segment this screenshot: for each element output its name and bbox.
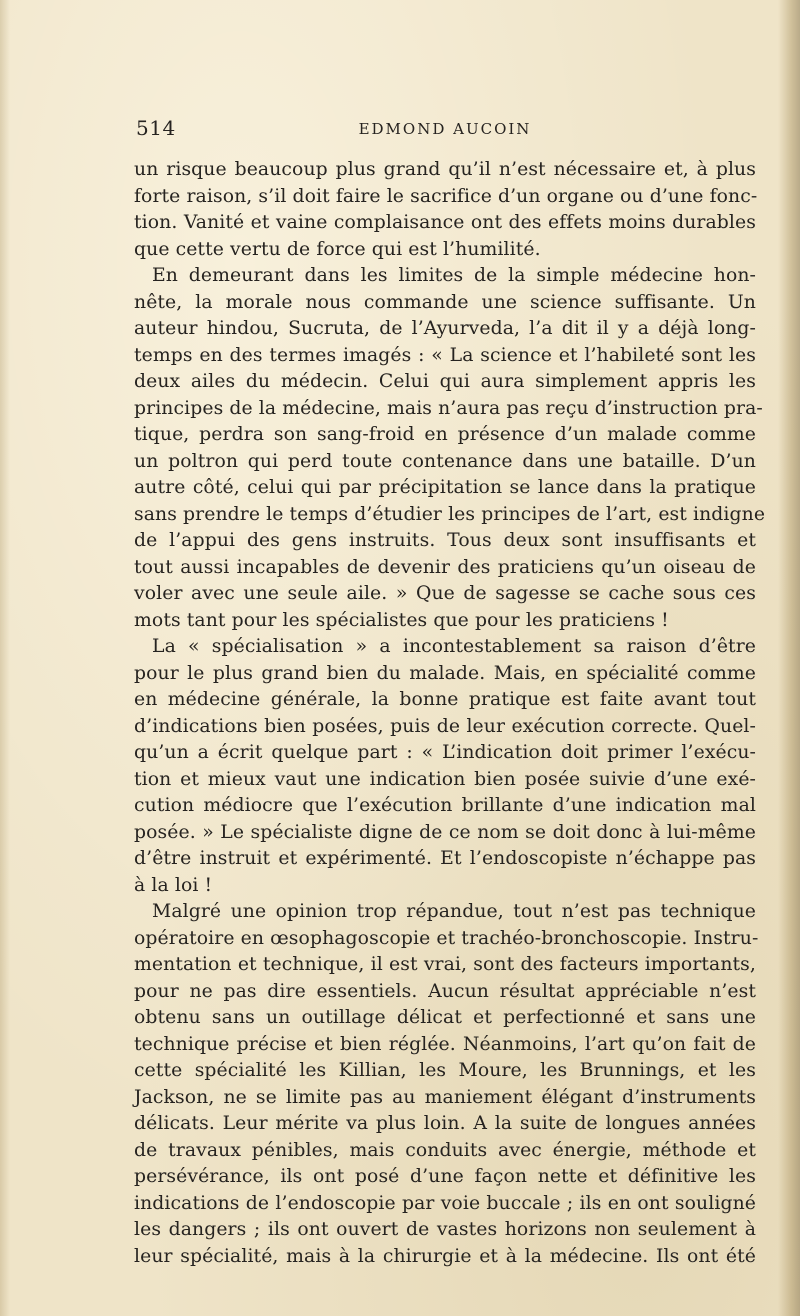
text-line: leur spécialité, mais à la chirurgie et à la médecine. Ils ont été — [134, 1245, 756, 1267]
text-line: en médecine générale, la bonne pratique est faite avant tout — [134, 689, 756, 710]
page-number: 514 — [136, 116, 176, 140]
text-line: tout aussi incapables de devenir des praticiens qu’un oiseau de — [134, 556, 756, 578]
text-line: un risque beaucoup plus grand qu’il n’est nécessaire et, à plus — [134, 159, 756, 180]
text-line: forte raison, s’il doit faire le sacrifice d’un organe ou d’une fonc- — [134, 185, 758, 207]
text-line: La « spécialisation » a incontestablement sa raison d’être — [152, 636, 756, 657]
text-line: obtenu sans un outillage délicat et perfectionné et sans une — [134, 1007, 756, 1028]
text-line: les dangers ; ils ont ouvert de vastes horizons non seulement à — [134, 1219, 756, 1240]
text-line: persévérance, ils ont posé d’une façon nette et définitive les — [134, 1166, 756, 1187]
text-line: voler avec une seule aile. » Que de sagesse se cache sous ces — [134, 583, 756, 604]
gutter-shadow — [778, 0, 800, 1316]
text-line: à la loi ! — [134, 874, 213, 896]
text-line: mots tant pour les spécialistes que pour les praticiens ! — [134, 609, 669, 631]
text-line: pour le plus grand bien du malade. Mais, en spécialité comme — [134, 662, 756, 684]
text-line: temps en des termes imagés : « La science et l’habileté sont les — [134, 344, 756, 366]
text-line: de travaux pénibles, mais conduits avec énergie, méthode et — [134, 1139, 756, 1161]
text-line: qu’un a écrit quelque part : « L’indication doit primer l’exécu- — [134, 742, 756, 763]
text-line: mentation et technique, il est vrai, sont des facteurs importants, — [134, 954, 756, 975]
body-text — [134, 157, 766, 1270]
text-line: que cette vertu de force qui est l’humilité. — [134, 238, 541, 260]
text-line: En demeurant dans les limites de la simple médecine hon- — [152, 265, 756, 286]
text-line: tion et mieux vaut une indication bien posée suivie d’une exé- — [134, 768, 756, 790]
text-line: de l’appui des gens instruits. Tous deux sont insuffisants et — [134, 530, 756, 551]
text-line: cution médiocre que l’exécution brillante d’une indication mal — [134, 795, 756, 816]
text-line: tion. Vanité et vaine complaisance ont des effets moins durables — [134, 212, 756, 233]
text-line: posée. » Le spécialiste digne de ce nom se doit donc à lui-même — [134, 821, 756, 843]
text-line: indications de l’endoscopie par voie buccale ; ils en ont souligné — [134, 1192, 756, 1214]
text-line: Jackson, ne se limite pas au maniement élégant d’instruments — [134, 1086, 756, 1108]
text-line: technique précise et bien réglée. Néanmoins, l’art qu’on fait de — [134, 1033, 756, 1055]
text-line: d’être instruit et expérimenté. Et l’endoscopiste n’échappe pas — [134, 848, 756, 869]
text-line: sans prendre le temps d’étudier les principes de l’art, est indigne — [134, 503, 766, 525]
text-line: deux ailes du médecin. Celui qui aura simplement appris les — [134, 371, 756, 392]
text-line: délicats. Leur mérite va plus loin. A la suite de longues années — [134, 1113, 756, 1134]
text-line: autre côté, celui qui par précipitation se lance dans la pratique — [134, 477, 756, 498]
page-edge-shadow — [0, 0, 10, 1316]
text-line: opératoire en œsophagoscopie et trachéo-bronchoscopie. Instru- — [134, 927, 759, 949]
running-head: EDMOND AUCOIN — [358, 120, 532, 138]
text-line: un poltron qui perd toute contenance dans une bataille. D’un — [134, 450, 756, 472]
text-line: auteur hindou, Sucruta, de l’Ayurveda, l’a dit il y a déjà long- — [134, 318, 756, 339]
page-header — [136, 116, 754, 146]
text-line: cette spécialité les Killian, les Moure, les Brunnings, et les — [134, 1060, 756, 1081]
text-line: Malgré une opinion trop répandue, tout n’est pas technique — [152, 901, 756, 922]
text-line: nête, la morale nous commande une science suffisante. Un — [134, 291, 756, 313]
text-line: principes de la médecine, mais n’aura pas reçu d’instruction pra- — [134, 397, 763, 419]
text-line: pour ne pas dire essentiels. Aucun résultat appréciable n’est — [134, 980, 756, 1002]
text-line: tique, perdra son sang-froid en présence d’un malade comme — [134, 424, 756, 445]
text-line: d’indications bien posées, puis de leur exécution correcte. Quel- — [134, 715, 756, 737]
